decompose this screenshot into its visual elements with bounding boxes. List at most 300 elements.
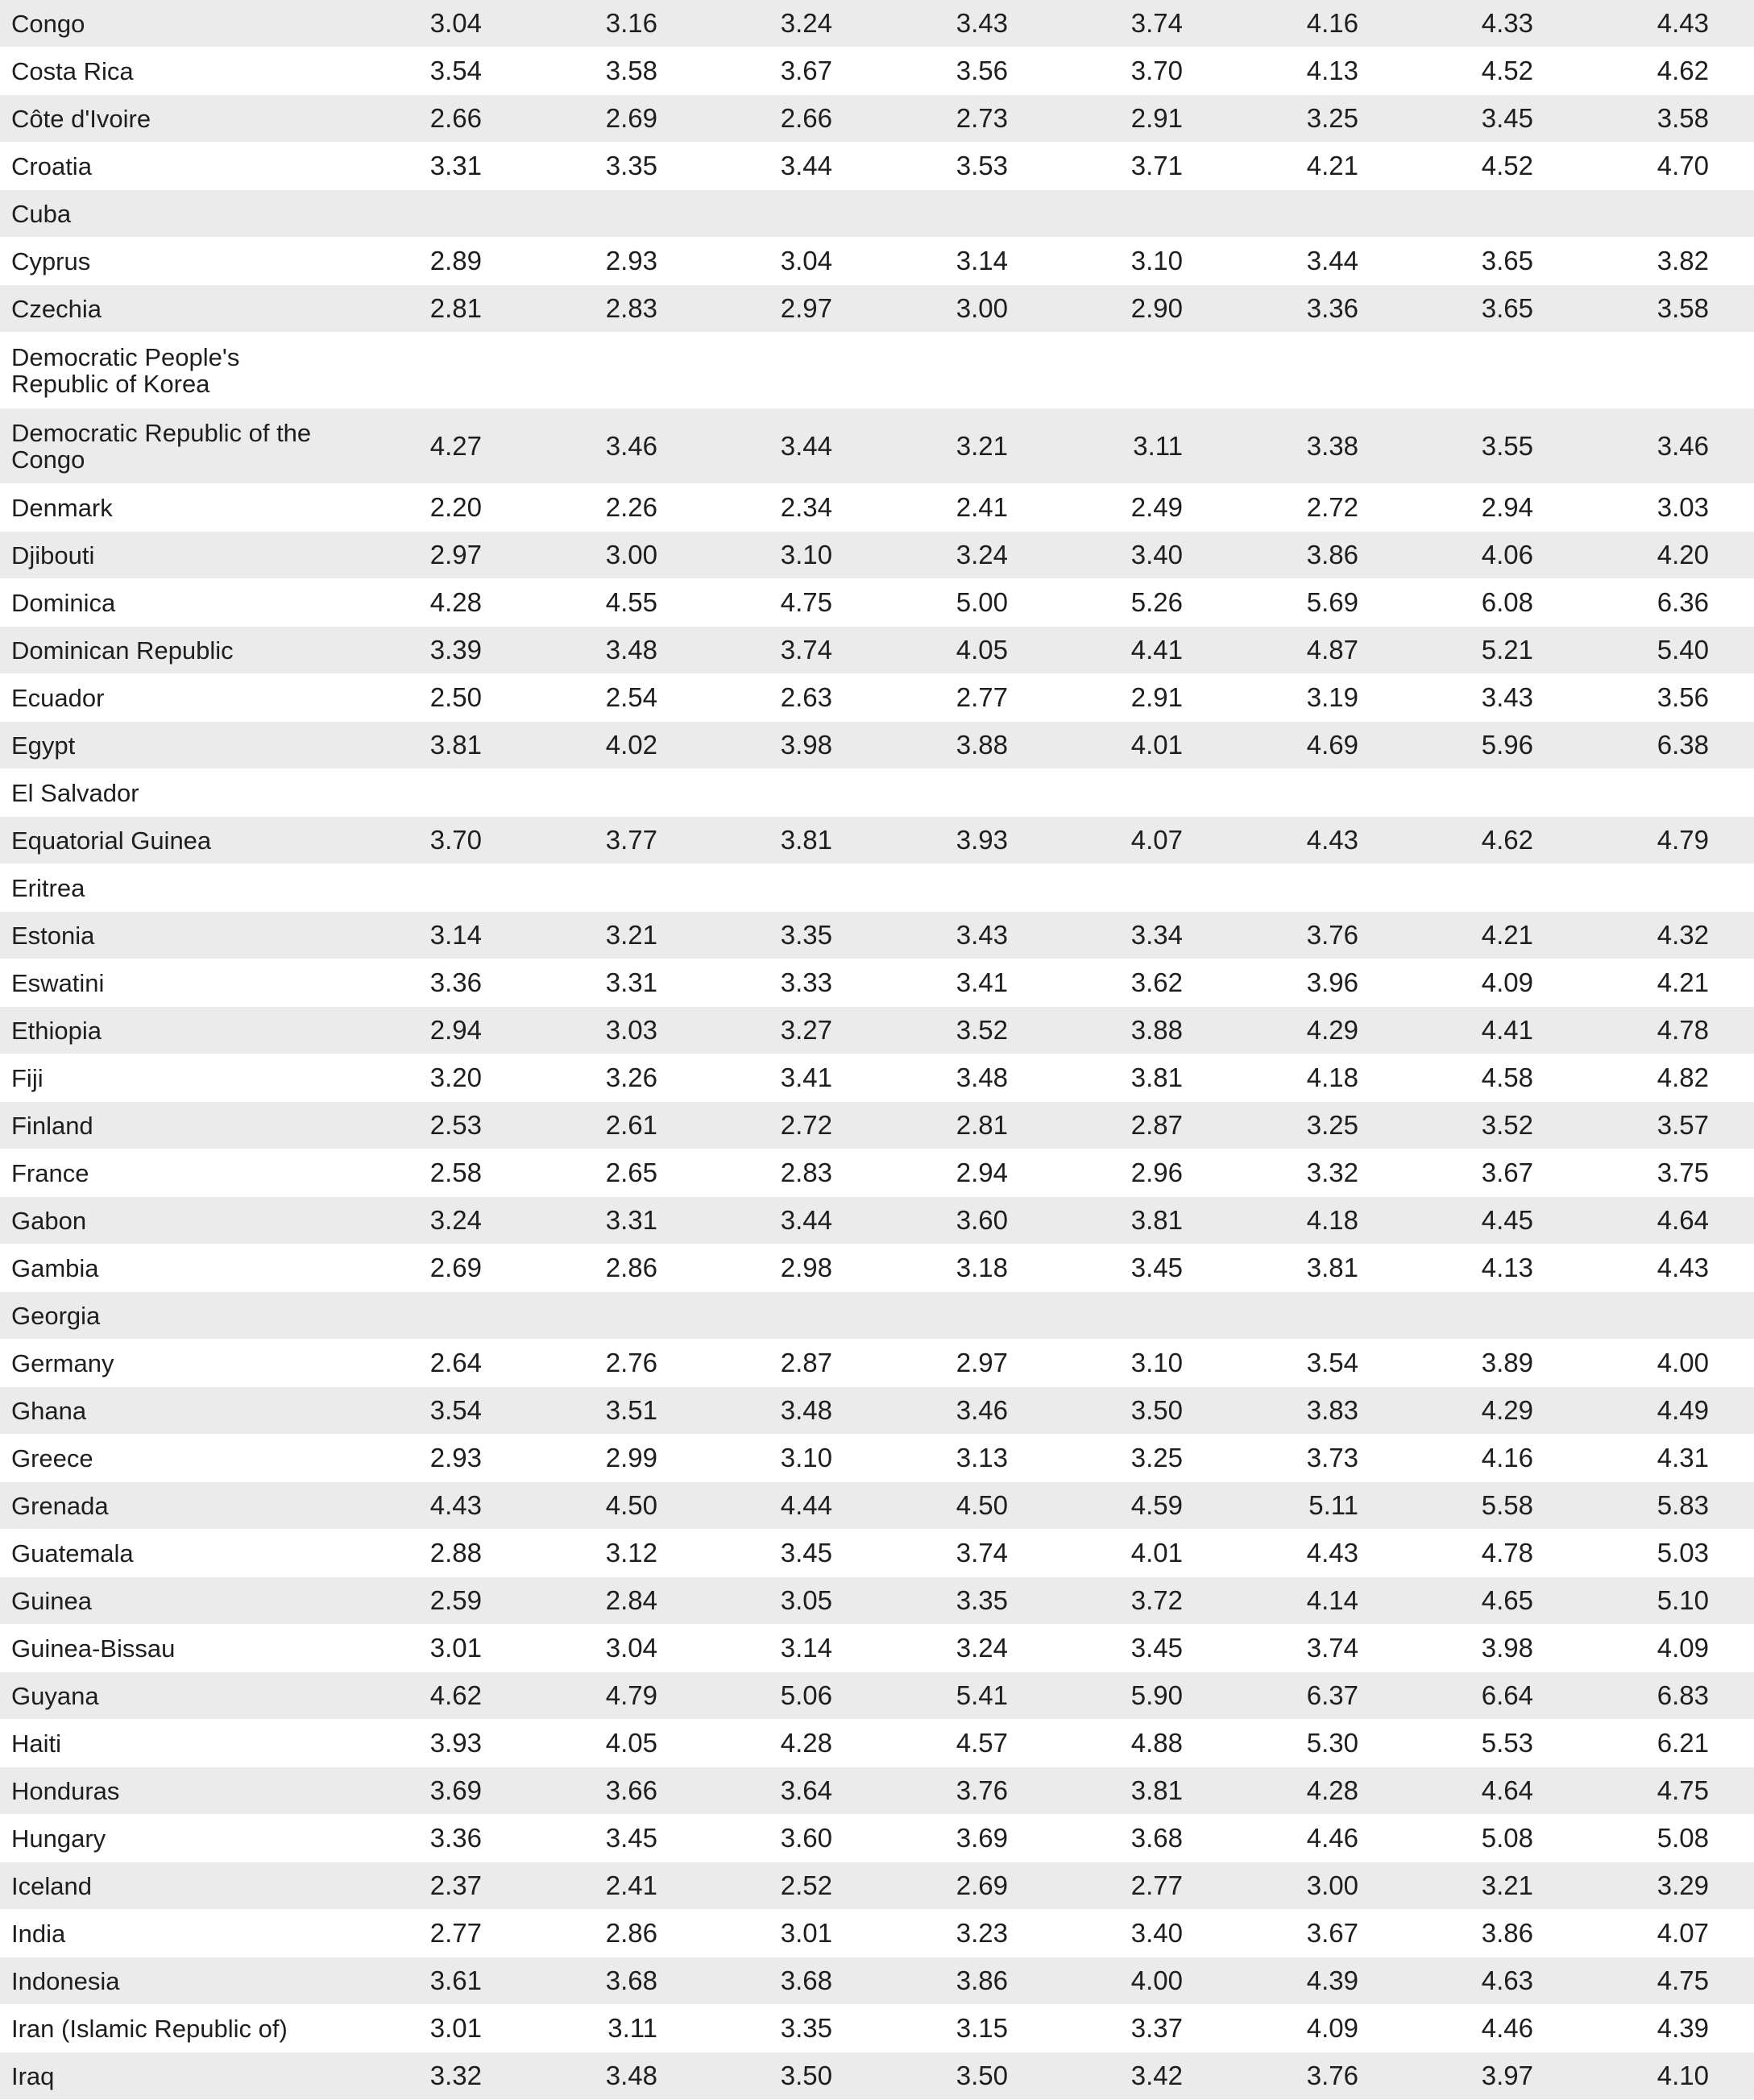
value-cell: 3.52 (1481, 1110, 1533, 1140)
value-cell: 3.56 (956, 56, 1008, 85)
country-name-cell: Costa Rica (11, 56, 134, 85)
value-cell: 2.88 (429, 1538, 482, 1568)
value-cell: 2.20 (429, 492, 482, 522)
value-cell: 2.77 (1130, 1870, 1183, 1900)
value-cell: 4.64 (1481, 1775, 1533, 1805)
value-cell: 3.04 (780, 246, 832, 275)
value-cell: 3.05 (780, 1585, 832, 1615)
value-cell: 4.05 (956, 635, 1008, 665)
country-name-cell: Gabon (11, 1206, 87, 1235)
value-cell: 5.58 (1481, 1490, 1533, 1520)
country-name-cell: Equatorial Guinea (11, 826, 212, 855)
value-cell: 3.24 (780, 8, 832, 38)
value-cell: 4.50 (605, 1490, 657, 1520)
value-cell: 4.00 (1130, 1965, 1183, 1995)
value-cell: 3.46 (605, 430, 657, 461)
value-cell: 2.81 (429, 293, 482, 323)
table-row (0, 1387, 1754, 1435)
value-cell: 4.13 (1481, 1253, 1533, 1282)
value-cell: 3.01 (780, 1918, 832, 1948)
value-cell: 3.66 (605, 1775, 657, 1805)
value-cell: 4.78 (1657, 1015, 1709, 1045)
value-cell: 3.03 (1657, 492, 1709, 522)
value-cell: 3.58 (1657, 103, 1709, 133)
value-cell: 4.41 (1481, 1015, 1533, 1045)
table-row (0, 1625, 1754, 1672)
value-cell: 3.38 (1306, 430, 1358, 461)
value-cell: 3.14 (429, 920, 482, 950)
value-cell: 4.87 (1306, 635, 1358, 665)
country-name-cell: Ecuador (11, 683, 105, 712)
value-cell: 3.52 (956, 1015, 1008, 1045)
value-cell: 2.52 (780, 1870, 832, 1900)
value-cell: 4.59 (1130, 1490, 1183, 1520)
value-cell: 3.81 (1130, 1205, 1183, 1235)
value-cell: 5.83 (1657, 1490, 1709, 1520)
value-cell: 3.67 (780, 56, 832, 85)
value-cell: 3.03 (605, 1015, 657, 1045)
country-name-cell: Honduras (11, 1776, 120, 1805)
value-cell: 3.25 (1306, 103, 1358, 133)
value-cell: 3.54 (429, 56, 482, 85)
value-cell: 5.06 (780, 1680, 832, 1710)
table-row (0, 1482, 1754, 1530)
country-name-cell: Finland (11, 1111, 93, 1140)
value-cell: 4.00 (1657, 1348, 1709, 1377)
table-row (0, 769, 1754, 817)
value-cell: 2.64 (429, 1348, 482, 1377)
value-cell: 3.48 (605, 635, 657, 665)
value-cell: 3.74 (1130, 8, 1183, 38)
value-cell: 2.66 (429, 103, 482, 133)
value-cell: 3.27 (780, 1015, 832, 1045)
value-cell: 3.48 (780, 1395, 832, 1425)
value-cell: 5.90 (1130, 1680, 1183, 1710)
value-cell: 3.14 (956, 246, 1008, 275)
country-name-cell: Gambia (11, 1253, 99, 1282)
value-cell: 3.86 (956, 1965, 1008, 1995)
country-name-cell: Guinea (11, 1586, 92, 1615)
value-cell: 3.37 (1130, 2013, 1183, 2043)
table-row (0, 1340, 1754, 1387)
value-cell: 2.96 (1130, 1158, 1183, 1187)
value-cell: 4.78 (1481, 1538, 1533, 1568)
value-cell: 3.44 (780, 151, 832, 180)
value-cell: 4.43 (1657, 1253, 1709, 1282)
table-row (0, 285, 1754, 333)
value-cell: 3.21 (605, 920, 657, 950)
value-cell: 4.07 (1130, 825, 1183, 855)
value-cell: 3.69 (429, 1775, 482, 1805)
value-cell: 3.32 (1306, 1158, 1358, 1187)
value-cell: 2.83 (605, 293, 657, 323)
value-cell: 3.86 (1306, 540, 1358, 570)
value-cell: 3.93 (956, 825, 1008, 855)
value-cell: 3.75 (1657, 1158, 1709, 1187)
value-cell: 3.31 (605, 1205, 657, 1235)
value-cell: 5.69 (1306, 587, 1358, 617)
value-cell: 3.65 (1481, 246, 1533, 275)
value-cell: 4.46 (1306, 1823, 1358, 1853)
country-name-cell: France (11, 1158, 89, 1187)
value-cell: 3.44 (780, 1205, 832, 1235)
value-cell: 4.41 (1130, 635, 1183, 665)
value-cell: 3.42 (1130, 2061, 1183, 2090)
value-cell: 2.72 (1306, 492, 1358, 522)
value-cell: 3.81 (429, 730, 482, 760)
value-cell: 3.23 (956, 1918, 1008, 1948)
value-cell: 5.08 (1481, 1823, 1533, 1853)
value-cell: 3.45 (1130, 1633, 1183, 1663)
table-row (0, 1054, 1754, 1102)
country-name-cell: Côte d'Ivoire (11, 104, 151, 133)
value-cell: 3.50 (1130, 1395, 1183, 1425)
table-row (0, 238, 1754, 285)
value-cell: 3.70 (1130, 56, 1183, 85)
value-cell: 2.77 (956, 682, 1008, 712)
country-name-cell: Democratic People's Republic of Korea (11, 342, 240, 398)
value-cell: 3.11 (607, 2013, 657, 2043)
value-cell: 3.97 (1481, 2061, 1533, 2090)
table-row (0, 2005, 1754, 2052)
value-cell: 4.28 (429, 587, 482, 617)
value-cell: 4.50 (956, 1490, 1008, 1520)
value-cell: 2.99 (605, 1443, 657, 1472)
value-cell: 3.43 (956, 920, 1008, 950)
country-name-cell: Iran (Islamic Republic of) (11, 2014, 288, 2043)
value-cell: 2.49 (1130, 492, 1183, 522)
value-cell: 3.35 (780, 920, 832, 950)
value-cell: 3.43 (1481, 682, 1533, 712)
value-cell: 4.01 (1130, 1538, 1183, 1568)
value-cell: 3.01 (429, 1633, 482, 1663)
value-cell: 3.39 (429, 635, 482, 665)
value-cell: 3.54 (1306, 1348, 1358, 1377)
value-cell: 3.43 (956, 8, 1008, 38)
value-cell: 4.52 (1481, 151, 1533, 180)
value-cell: 3.81 (1130, 1062, 1183, 1092)
value-cell: 4.75 (1657, 1775, 1709, 1805)
value-cell: 4.28 (1306, 1775, 1358, 1805)
value-cell: 4.39 (1657, 2013, 1709, 2043)
value-cell: 4.16 (1481, 1443, 1533, 1472)
value-cell: 3.44 (780, 430, 832, 461)
value-cell: 4.18 (1306, 1205, 1358, 1235)
value-cell: 4.14 (1306, 1585, 1358, 1615)
value-cell: 5.11 (1308, 1490, 1358, 1520)
value-cell: 2.37 (429, 1870, 482, 1900)
value-cell: 2.97 (429, 540, 482, 570)
table-row (0, 143, 1754, 190)
value-cell: 4.39 (1306, 1965, 1358, 1995)
value-cell: 2.93 (429, 1443, 482, 1472)
value-cell: 2.72 (780, 1110, 832, 1140)
table-row (0, 864, 1754, 912)
table-row (0, 627, 1754, 674)
value-cell: 3.58 (605, 56, 657, 85)
value-cell: 3.81 (1130, 1775, 1183, 1805)
value-cell: 4.31 (1657, 1443, 1709, 1472)
table-row (0, 48, 1754, 95)
value-cell: 3.33 (780, 967, 832, 997)
table-row (0, 1292, 1754, 1340)
value-cell: 3.36 (429, 1823, 482, 1853)
value-cell: 2.84 (605, 1585, 657, 1615)
table-row (0, 484, 1754, 532)
value-cell: 3.83 (1306, 1395, 1358, 1425)
value-cell: 6.36 (1657, 587, 1709, 617)
table-row (0, 95, 1754, 143)
country-name-cell: Greece (11, 1443, 93, 1472)
value-cell: 2.65 (605, 1158, 657, 1187)
country-name-cell: Cyprus (11, 246, 91, 275)
value-cell: 3.56 (1657, 682, 1709, 712)
value-cell: 4.49 (1657, 1395, 1709, 1425)
value-cell: 3.76 (1306, 920, 1358, 950)
table-row (0, 1102, 1754, 1149)
value-cell: 3.00 (1306, 1870, 1358, 1900)
value-cell: 3.73 (1306, 1443, 1358, 1472)
value-cell: 2.73 (956, 103, 1008, 133)
value-cell: 3.50 (780, 2061, 832, 2090)
value-cell: 4.27 (429, 430, 482, 461)
value-cell: 6.37 (1306, 1680, 1358, 1710)
value-cell: 3.60 (956, 1205, 1008, 1235)
value-cell: 4.62 (1657, 56, 1709, 85)
value-cell: 2.94 (956, 1158, 1008, 1187)
table-row (0, 1957, 1754, 2005)
value-cell: 3.35 (780, 2013, 832, 2043)
value-cell: 3.45 (605, 1823, 657, 1853)
country-name-cell: Congo (11, 9, 85, 38)
value-cell: 5.96 (1481, 730, 1533, 760)
value-cell: 3.00 (605, 540, 657, 570)
table-row (0, 190, 1754, 238)
country-name-cell: Iceland (11, 1871, 92, 1900)
table-row (0, 1767, 1754, 1815)
value-cell: 3.67 (1481, 1158, 1533, 1187)
value-cell: 3.31 (605, 967, 657, 997)
value-cell: 2.50 (429, 682, 482, 712)
value-cell: 3.12 (605, 1538, 657, 1568)
value-cell: 3.04 (605, 1633, 657, 1663)
table-row (0, 1435, 1754, 1482)
value-cell: 4.33 (1481, 8, 1533, 38)
value-cell: 2.41 (956, 492, 1008, 522)
table-row (0, 1862, 1754, 1910)
country-name-cell: Denmark (11, 493, 113, 522)
table-row (0, 333, 1754, 408)
table-row (0, 1007, 1754, 1054)
value-cell: 2.86 (605, 1253, 657, 1282)
value-cell: 4.75 (1657, 1965, 1709, 1995)
value-cell: 2.97 (780, 293, 832, 323)
value-cell: 3.45 (1481, 103, 1533, 133)
table-row (0, 722, 1754, 769)
value-cell: 6.83 (1657, 1680, 1709, 1710)
table-row (0, 1910, 1754, 1957)
value-cell: 2.53 (429, 1110, 482, 1140)
value-cell: 3.10 (780, 1443, 832, 1472)
value-cell: 2.94 (1481, 492, 1533, 522)
country-name-cell: Guinea-Bissau (11, 1634, 176, 1663)
value-cell: 3.16 (605, 8, 657, 38)
value-cell: 3.31 (429, 151, 482, 180)
country-name-cell: Eswatini (11, 968, 105, 997)
value-cell: 4.82 (1657, 1062, 1709, 1092)
value-cell: 3.41 (780, 1062, 832, 1092)
country-name-cell: Germany (11, 1348, 114, 1377)
value-cell: 4.79 (605, 1680, 657, 1710)
value-cell: 4.57 (956, 1728, 1008, 1758)
country-name-cell: Dominican Republic (11, 636, 234, 665)
country-name-cell: Dominica (11, 588, 116, 617)
value-cell: 4.88 (1130, 1728, 1183, 1758)
value-cell: 3.81 (780, 825, 832, 855)
country-name-cell: Ethiopia (11, 1016, 102, 1045)
value-cell: 4.69 (1306, 730, 1358, 760)
value-cell: 6.21 (1657, 1728, 1709, 1758)
value-cell: 6.08 (1481, 587, 1533, 617)
value-cell: 3.46 (956, 1395, 1008, 1425)
value-cell: 6.38 (1657, 730, 1709, 760)
value-cell: 3.24 (956, 540, 1008, 570)
value-cell: 3.20 (429, 1062, 482, 1092)
value-cell: 5.10 (1657, 1585, 1709, 1615)
table-row (0, 1530, 1754, 1577)
value-cell: 3.93 (429, 1728, 482, 1758)
country-name-cell: Guyana (11, 1681, 99, 1710)
value-cell: 4.09 (1306, 2013, 1358, 2043)
value-cell: 3.01 (429, 2013, 482, 2043)
value-cell: 3.71 (1130, 151, 1183, 180)
value-cell: 3.11 (1133, 430, 1183, 461)
value-cell: 3.68 (780, 1965, 832, 1995)
value-cell: 3.24 (429, 1205, 482, 1235)
value-cell: 4.05 (605, 1728, 657, 1758)
value-cell: 3.77 (605, 825, 657, 855)
value-cell: 3.46 (1657, 430, 1709, 461)
value-cell: 3.40 (1130, 1918, 1183, 1948)
value-cell: 4.20 (1657, 540, 1709, 570)
value-cell: 4.16 (1306, 8, 1358, 38)
value-cell: 3.29 (1657, 1870, 1709, 1900)
value-cell: 2.41 (605, 1870, 657, 1900)
value-cell: 5.53 (1481, 1728, 1533, 1758)
table-row (0, 912, 1754, 959)
value-cell: 4.65 (1481, 1585, 1533, 1615)
value-cell: 3.65 (1481, 293, 1533, 323)
country-name-cell: Grenada (11, 1491, 109, 1520)
table-row (0, 532, 1754, 579)
country-name-cell: Djibouti (11, 541, 95, 570)
value-cell: 3.68 (1130, 1823, 1183, 1853)
country-name-cell: Fiji (11, 1063, 44, 1092)
value-cell: 3.89 (1481, 1348, 1533, 1377)
value-cell: 3.58 (1657, 293, 1709, 323)
value-cell: 2.69 (605, 103, 657, 133)
value-cell: 3.70 (429, 825, 482, 855)
value-cell: 3.82 (1657, 246, 1709, 275)
value-cell: 2.66 (780, 103, 832, 133)
value-cell: 3.88 (956, 730, 1008, 760)
value-cell: 4.29 (1481, 1395, 1533, 1425)
value-cell: 3.76 (1306, 2061, 1358, 2090)
value-cell: 3.51 (605, 1395, 657, 1425)
value-cell: 4.01 (1130, 730, 1183, 760)
country-name-cell: Eritrea (11, 873, 85, 902)
value-cell: 3.04 (429, 8, 482, 38)
value-cell: 2.34 (780, 492, 832, 522)
table-row (0, 1577, 1754, 1625)
value-cell: 5.03 (1657, 1538, 1709, 1568)
value-cell: 2.93 (605, 246, 657, 275)
table-row (0, 408, 1754, 484)
value-cell: 3.36 (1306, 293, 1358, 323)
value-cell: 3.14 (780, 1633, 832, 1663)
value-cell: 2.59 (429, 1585, 482, 1615)
value-cell: 3.13 (956, 1443, 1008, 1472)
value-cell: 2.54 (605, 682, 657, 712)
value-cell: 3.15 (956, 2013, 1008, 2043)
value-cell: 2.98 (780, 1253, 832, 1282)
country-name-cell: Iraq (11, 2061, 55, 2090)
value-cell: 4.45 (1481, 1205, 1533, 1235)
country-name-cell: Czechia (11, 294, 102, 323)
value-cell: 2.76 (605, 1348, 657, 1377)
value-cell: 4.09 (1657, 1633, 1709, 1663)
value-cell: 3.35 (956, 1585, 1008, 1615)
table-row (0, 1672, 1754, 1720)
value-cell: 5.21 (1481, 635, 1533, 665)
country-name-cell: El Salvador (11, 778, 139, 807)
country-name-cell: Haiti (11, 1729, 62, 1758)
country-name-cell: Hungary (11, 1824, 106, 1853)
value-cell: 4.29 (1306, 1015, 1358, 1045)
value-cell: 4.79 (1657, 825, 1709, 855)
value-cell: 3.74 (1306, 1633, 1358, 1663)
value-cell: 3.98 (1481, 1633, 1533, 1663)
country-name-cell: Croatia (11, 151, 92, 180)
table-row (0, 1197, 1754, 1245)
value-cell: 4.02 (605, 730, 657, 760)
value-cell: 3.64 (780, 1775, 832, 1805)
value-cell: 3.76 (956, 1775, 1008, 1805)
value-cell: 2.94 (429, 1015, 482, 1045)
value-cell: 3.44 (1306, 246, 1358, 275)
value-cell: 4.21 (1481, 920, 1533, 950)
value-cell: 5.08 (1657, 1823, 1709, 1853)
value-cell: 3.24 (956, 1633, 1008, 1663)
value-cell: 3.69 (956, 1823, 1008, 1853)
table-row (0, 817, 1754, 864)
country-name-cell: Cuba (11, 199, 72, 228)
value-cell: 4.46 (1481, 2013, 1533, 2043)
value-cell: 2.90 (1130, 293, 1183, 323)
table-row (0, 1815, 1754, 1862)
value-cell: 4.32 (1657, 920, 1709, 950)
table-row (0, 1720, 1754, 1767)
table-row (0, 2052, 1754, 2100)
value-cell: 4.62 (1481, 825, 1533, 855)
value-cell: 2.77 (429, 1918, 482, 1948)
value-cell: 4.43 (1306, 1538, 1358, 1568)
value-cell: 3.00 (956, 293, 1008, 323)
value-cell: 2.61 (605, 1110, 657, 1140)
value-cell: 5.00 (956, 587, 1008, 617)
table-row (0, 674, 1754, 722)
value-cell: 3.25 (1130, 1443, 1183, 1472)
